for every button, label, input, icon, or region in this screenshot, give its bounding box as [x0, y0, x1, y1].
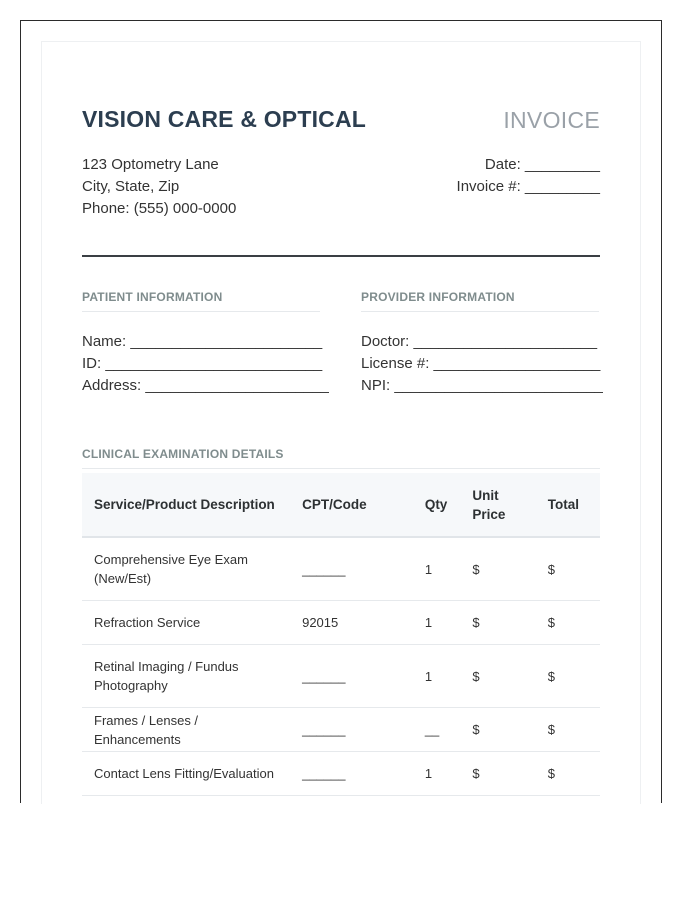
invoice-date-field: Date: _________	[484, 156, 600, 173]
row-total: $	[536, 752, 600, 796]
clinical-details-section	[82, 447, 600, 469]
header-divider	[82, 255, 600, 257]
row-code: ______	[290, 645, 413, 708]
row-qty: __	[413, 708, 461, 752]
company-address	[82, 154, 236, 220]
row-code: ______	[290, 752, 413, 796]
table-row	[82, 645, 600, 708]
address-line-city: City, State, Zip	[82, 178, 180, 195]
column-header-total: Total	[536, 473, 600, 537]
address-line-street: 123 Optometry Lane	[82, 156, 219, 173]
row-unit-price: $	[460, 708, 535, 752]
provider-info-section	[361, 290, 603, 397]
column-header-qty: Qty	[413, 473, 461, 537]
patient-address-field: Address: ______________________	[82, 377, 329, 394]
table-row	[82, 752, 600, 796]
row-qty: 1	[413, 601, 461, 645]
row-total: $	[536, 708, 600, 752]
invoice-meta	[457, 154, 600, 198]
row-description: Contact Lens Fitting/Evaluation	[82, 752, 290, 796]
row-description: Retinal Imaging / Fundus Photography	[82, 645, 290, 708]
license-field: License #: ____________________	[361, 355, 601, 372]
column-header-description: Service/Product Description	[82, 473, 290, 537]
patient-id-field: ID: __________________________	[82, 355, 323, 372]
row-code: ______	[290, 537, 413, 601]
patient-info-section	[82, 290, 329, 397]
row-total: $	[536, 645, 600, 708]
table-header-row	[82, 473, 600, 537]
provider-info-heading: PROVIDER INFORMATION	[361, 290, 599, 312]
row-qty: 1	[413, 537, 461, 601]
table-row	[82, 537, 600, 601]
table-row	[82, 708, 600, 752]
row-code: ______	[290, 708, 413, 752]
patient-name-field: Name: _______________________	[82, 333, 323, 350]
row-unit-price: $	[460, 752, 535, 796]
row-qty: 1	[413, 752, 461, 796]
row-total: $	[536, 537, 600, 601]
row-unit-price: $	[460, 601, 535, 645]
row-unit-price: $	[460, 645, 535, 708]
column-header-unit-price: Unit Price	[460, 473, 535, 537]
company-phone: Phone: (555) 000-0000	[82, 200, 237, 217]
clinical-details-heading: CLINICAL EXAMINATION DETAILS	[82, 447, 600, 469]
row-unit-price: $	[460, 537, 535, 601]
company-name: VISION CARE & OPTICAL	[82, 106, 367, 132]
row-code: 92015	[290, 601, 413, 645]
doctor-field: Doctor: ______________________	[361, 333, 598, 350]
row-qty: 1	[413, 645, 461, 708]
page-frame	[20, 20, 662, 803]
column-header-code: CPT/Code	[290, 473, 413, 537]
row-description: Frames / Lenses / Enhancements	[82, 708, 290, 752]
patient-info-heading: PATIENT INFORMATION	[82, 290, 320, 312]
npi-field: NPI: _________________________	[361, 377, 603, 394]
row-description: Refraction Service	[82, 601, 290, 645]
row-description: Comprehensive Eye Exam (New/Est)	[82, 537, 290, 601]
services-table	[82, 473, 600, 796]
document-title: INVOICE	[503, 107, 600, 133]
row-total: $	[536, 601, 600, 645]
table-row	[82, 601, 600, 645]
invoice-sheet	[41, 41, 641, 804]
invoice-number-field: Invoice #: _________	[456, 178, 600, 195]
